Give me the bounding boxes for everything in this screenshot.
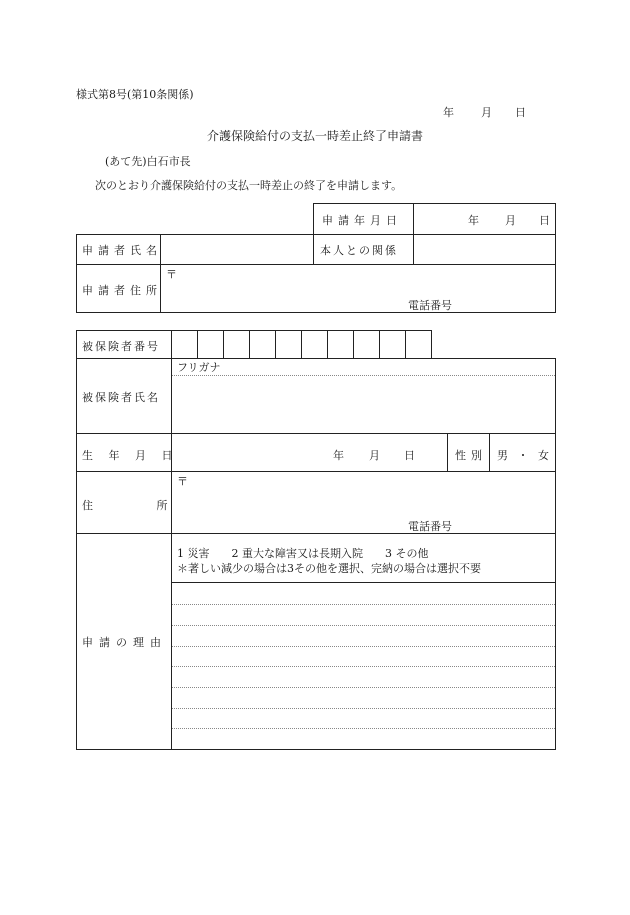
reason-options[interactable]: 1 災害 2 重大な障害又は長期入院 3 その他 xyxy=(177,547,429,560)
applicant-phone-label: 電話番号 xyxy=(408,299,452,312)
insured-phone-label: 電話番号 xyxy=(408,520,452,533)
furigana-label: フリガナ xyxy=(177,361,221,374)
birth-date-label: 生 年 月 日 xyxy=(82,449,173,462)
application-date-label: 申請年月日 xyxy=(322,214,402,227)
birth-day: 日 xyxy=(404,449,415,462)
applicant-address-field[interactable] xyxy=(180,268,550,294)
reason-label: 申請の理由 xyxy=(82,636,167,649)
sex-options[interactable]: 男 ・ 女 xyxy=(497,449,549,462)
application-date-day: 日 xyxy=(539,214,550,227)
applicant-postal-mark: 〒 xyxy=(166,268,177,281)
reason-note: ＊著しい減少の場合は3その他を選択、完納の場合は選択不要 xyxy=(177,562,481,575)
sex-label: 性別 xyxy=(455,449,487,462)
relation-field[interactable] xyxy=(418,238,551,260)
insured-postal-mark: 〒 xyxy=(177,475,188,488)
reason-text-area[interactable] xyxy=(177,586,549,746)
application-date-year: 年 xyxy=(468,214,479,227)
applicant-name-label: 申請者氏名 xyxy=(82,244,162,257)
birth-month: 月 xyxy=(369,449,380,462)
insured-number-label: 被保険者番号 xyxy=(82,340,160,353)
application-date-month: 月 xyxy=(505,214,516,227)
insured-name-label: 被保険者氏名 xyxy=(82,391,160,404)
addressee: (あて先)白石市長 xyxy=(105,155,191,168)
relation-label: 本人との関係 xyxy=(320,244,398,257)
date-month-label: 月 xyxy=(481,106,492,119)
insured-name-field[interactable] xyxy=(177,380,549,428)
intro-text: 次のとおり介護保険給付の支払一時差止の終了を申請します。 xyxy=(95,179,403,192)
insured-address-field[interactable] xyxy=(192,475,550,513)
insured-number-boxes[interactable] xyxy=(174,333,429,356)
birth-year: 年 xyxy=(333,449,344,462)
insured-address-label: 住 所 xyxy=(82,499,168,512)
date-year-label: 年 xyxy=(443,106,454,119)
date-day-label: 日 xyxy=(515,106,526,119)
form-number: 様式第8号(第10条関係) xyxy=(76,88,194,101)
form-title: 介護保険給付の支払一時差止終了申請書 xyxy=(207,129,424,143)
applicant-address-label: 申請者住所 xyxy=(82,284,162,297)
applicant-name-field[interactable] xyxy=(166,238,308,260)
